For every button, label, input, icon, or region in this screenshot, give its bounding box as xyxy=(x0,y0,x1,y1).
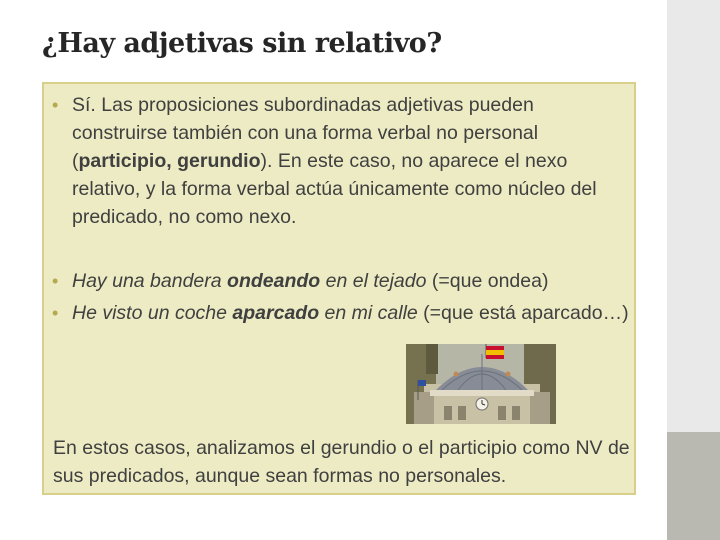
example1-complement: en el tejado xyxy=(320,270,427,292)
example2-complement: en mi calle xyxy=(319,302,418,324)
content-box xyxy=(42,82,636,495)
sidebar-panel xyxy=(667,0,720,540)
example1-gloss: (=que ondea) xyxy=(426,270,549,292)
sidebar-accent-block xyxy=(667,432,720,540)
example1-start: Hay una bandera xyxy=(72,270,228,292)
example2-gloss: (=que está aparcado…) xyxy=(417,302,629,324)
definition-keywords: participio, gerundio xyxy=(78,150,261,172)
bullet-marker: • xyxy=(52,303,59,323)
bullet-definition xyxy=(52,91,634,231)
bullet-example-flag xyxy=(52,267,634,295)
definition-text-end: ). En este caso, no aparece el nexo relativo, y la forma verbal actúa únicamente como núcleo del predicado, no como nexo. xyxy=(72,150,597,228)
bullet-marker: • xyxy=(52,95,59,115)
definition-text-start: Sí. Las proposiciones subordinadas adjetivas pueden construirse también con una forma verbal no personal ( xyxy=(72,94,539,172)
building-flag-photo xyxy=(406,344,556,424)
bullet-example-car xyxy=(52,299,634,327)
slide-title: ¿Hay adjetivas sin relativo? xyxy=(42,28,442,59)
example1-gerund: ondeando xyxy=(227,270,321,292)
example2-start: He visto un coche xyxy=(72,302,233,324)
example2-participle: aparcado xyxy=(232,302,320,324)
closing-paragraph: En estos casos, analizamos el gerundio o el participio como NV de sus predicados, aunque sean formas no personales. xyxy=(53,437,630,487)
bullet-marker: • xyxy=(52,271,59,291)
